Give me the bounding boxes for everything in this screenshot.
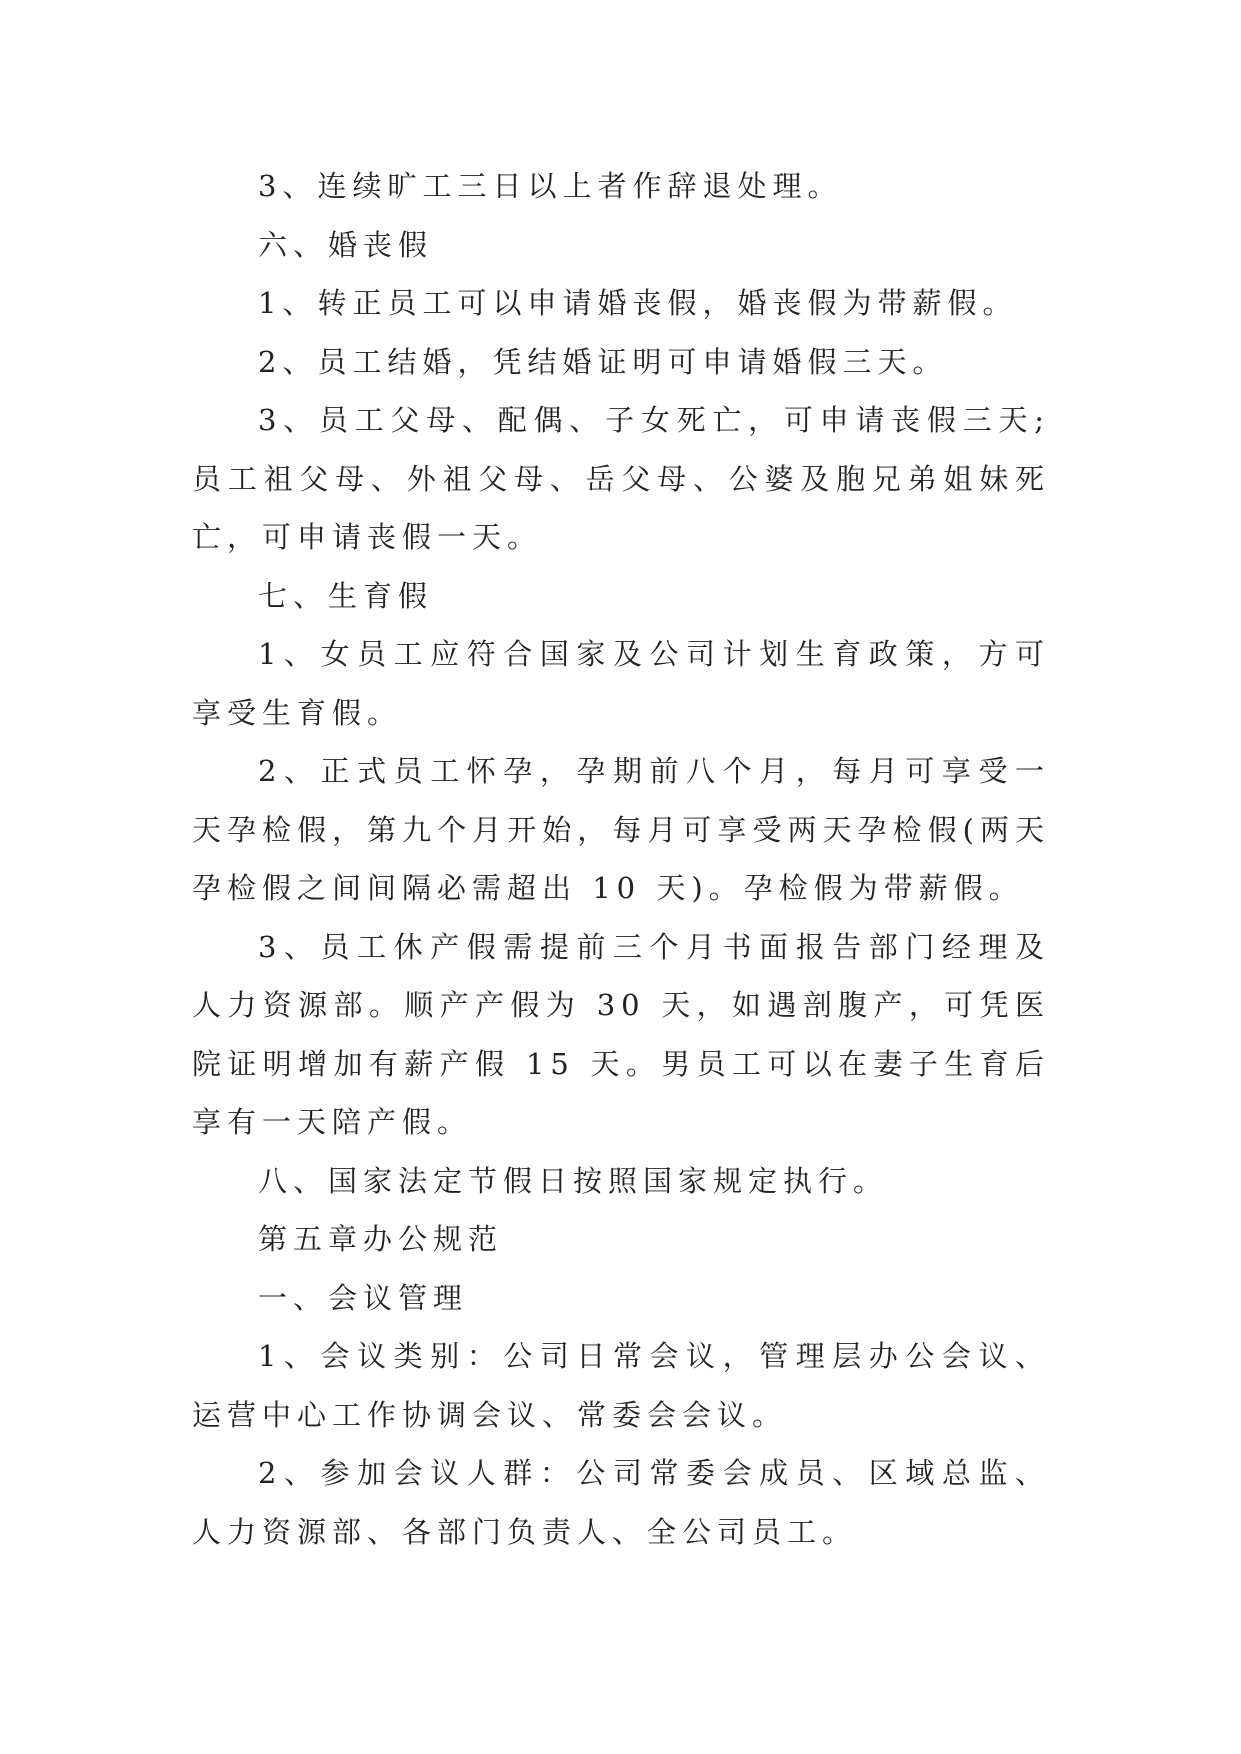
document-body — [192, 157, 1050, 1561]
chapter-heading: 第五章办公规范 — [258, 1222, 504, 1256]
paragraph: 2、员工结婚，凭结婚证明可申请婚假三天。 — [258, 344, 948, 379]
paragraph: 2、正式员工怀孕，孕期前八个月，每月可享受一天孕检假，第九个月开始，每月可享受两天孕检假(两天孕检假之间间隔必需超出 10 天)。孕检假为带薪假。 — [192, 754, 1050, 905]
section-heading: 六、婚丧假 — [258, 227, 434, 262]
paragraph: 1、会议类别：公司日常会议，管理层办公会议、运营中心工作协调会议、常委会会议。 — [192, 1339, 1050, 1432]
section-heading: 七、生育假 — [258, 578, 434, 613]
section-heading: 一、会议管理 — [258, 1280, 469, 1315]
section-heading: 八、国家法定节假日按照国家规定执行。 — [258, 1163, 889, 1198]
paragraph: 1、女员工应符合国家及公司计划生育政策，方可享受生育假。 — [192, 637, 1050, 730]
paragraph: 1、转正员工可以申请婚丧假，婚丧假为带薪假。 — [258, 286, 1018, 320]
paragraph: 3、员工父母、配偶、子女死亡，可申请丧假三天;员工祖父母、外祖父母、岳父母、公婆及胞兄弟姐妹死亡，可申请丧假一天。 — [192, 403, 1050, 554]
paragraph: 3、员工休产假需提前三个月书面报告部门经理及人力资源部。顺产产假为 30 天，如遇剖腹产，可凭医院证明增加有薪产假 15 天。男员工可以在妻子生育后享有一天陪产假。 — [192, 929, 1050, 1139]
paragraph: 3、连续旷工三日以上者作辞退处理。 — [258, 169, 843, 203]
paragraph: 2、参加会议人群：公司常委会成员、区域总监、人力资源部、各部门负责人、全公司员工。 — [192, 1456, 1050, 1549]
